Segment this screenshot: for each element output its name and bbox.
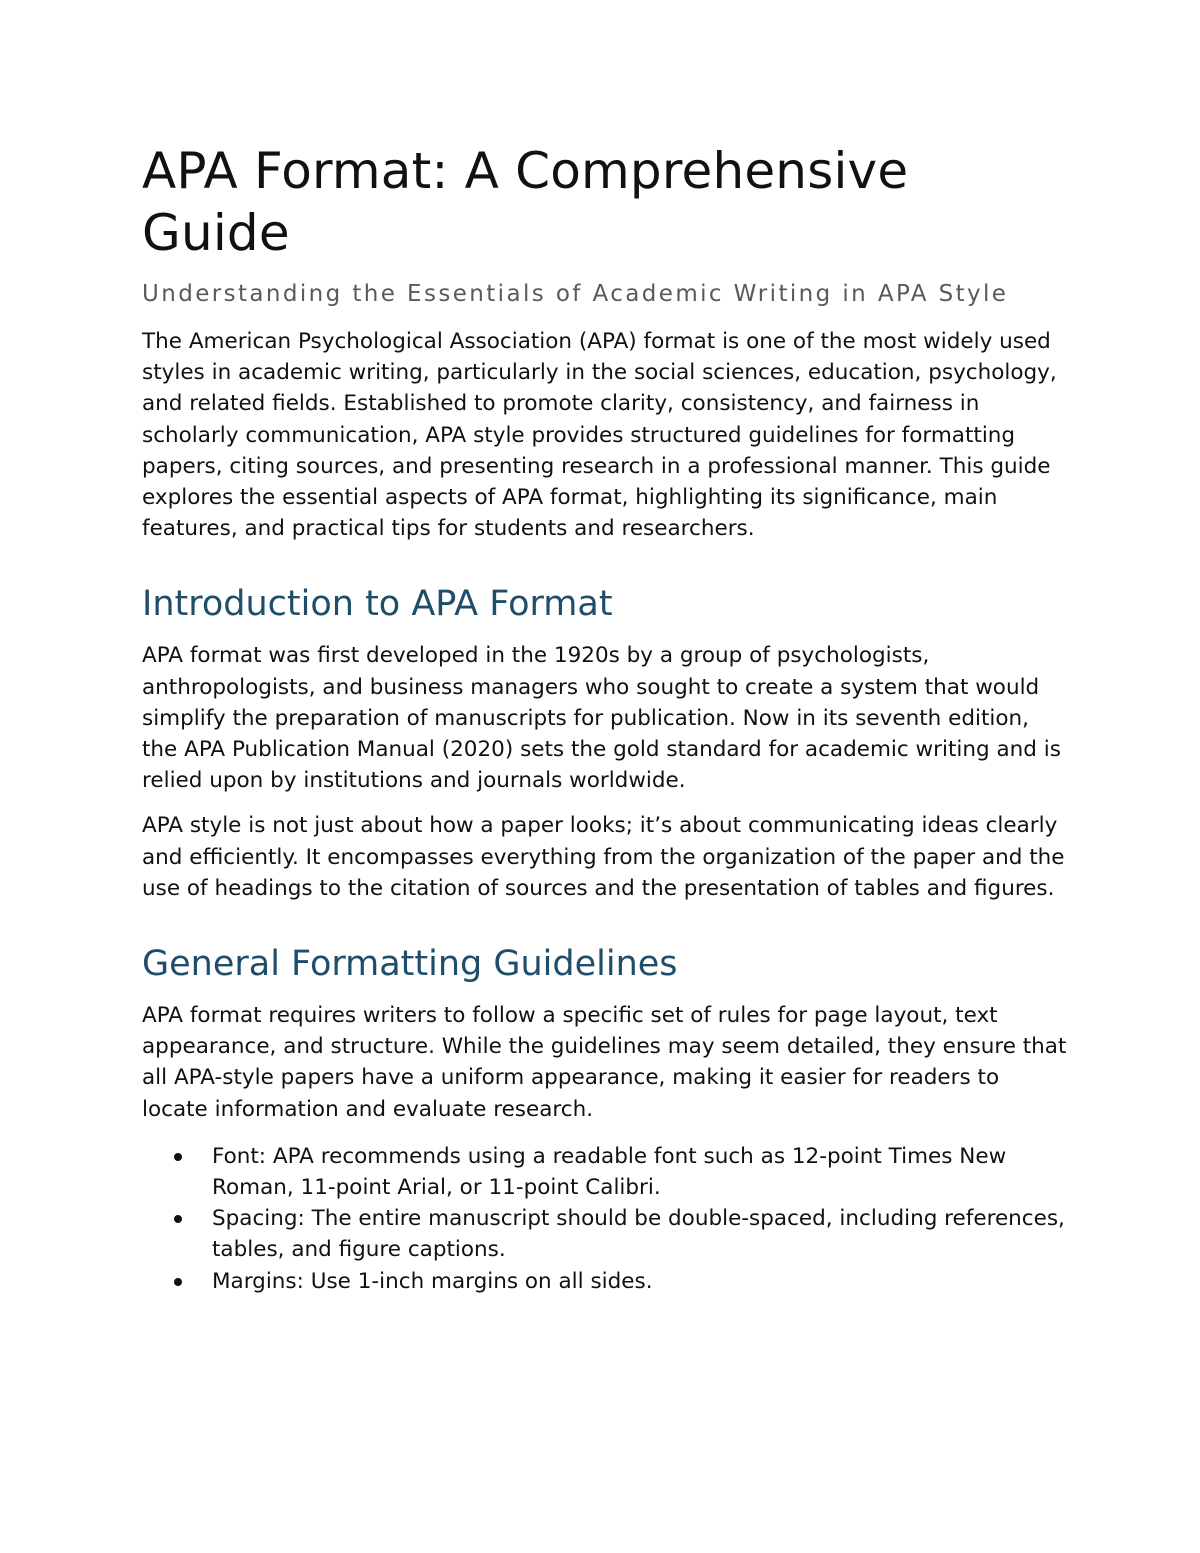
introduction-paragraph-2: APA style is not just about how a paper looks; it’s about communicating ideas clearly and efficiently. It encompasses everything from the organization of the paper and the use of headings to the citation of sources and the presentation of tables and figures. xyxy=(142,813,1065,901)
bullet-text-margins: Margins: Use 1-inch margins on all sides. xyxy=(212,1268,653,1294)
document-subtitle: Understanding the Essentials of Academic Writing in APA Style xyxy=(142,281,1009,307)
bullet-icon xyxy=(174,1278,182,1286)
list-item xyxy=(142,1141,1067,1203)
intro-paragraph: The American Psychological Association (APA) format is one of the most widely used styles in academic writing, particularly in the social sciences, education, psychology, and related fields. Established to promote clarity, consistency, and fairness in scholarly communication, APA style provides structured guidelines for formatting papers, citing sources, and presenting research in a professional manner. This guide explores the essential aspects of APA format, highlighting its significance, main features, and practical tips for students and researchers. xyxy=(142,329,1057,542)
bullet-icon xyxy=(174,1153,182,1161)
formatting-bullet-list xyxy=(142,1141,1067,1297)
introduction-paragraph-1: APA format was first developed in the 1920s by a group of psychologists, anthropologists, and business managers who sought to create a system that would simplify the preparation of manuscripts for publication. Now in its seventh edition, the APA Publication Manual (2020) sets the gold standard for academic writing and is relied upon by institutions and journals worldwide. xyxy=(142,643,1061,794)
list-item xyxy=(142,1203,1067,1265)
list-item xyxy=(142,1266,1067,1297)
document-page xyxy=(142,140,1067,1297)
bullet-text-font: Font: APA recommends using a readable font such as 12-point Times New Roman, 11-point Arial, or 11-point Calibri. xyxy=(212,1143,1007,1201)
general-formatting-paragraph: APA format requires writers to follow a specific set of rules for page layout, text appearance, and structure. While the guidelines may seem detailed, they ensure that all APA-style papers have a uniform appearance, making it easier for readers to locate information and evaluate research. xyxy=(142,1003,1067,1122)
bullet-icon xyxy=(174,1215,182,1223)
bullet-text-spacing: Spacing: The entire manuscript should be double-spaced, including references, tables, and figure captions. xyxy=(212,1206,1065,1263)
section-heading-general-formatting: General Formatting Guidelines xyxy=(142,944,678,985)
document-title: APA Format: A Comprehensive Guide xyxy=(142,142,909,262)
section-heading-introduction: Introduction to APA Format xyxy=(142,584,613,625)
